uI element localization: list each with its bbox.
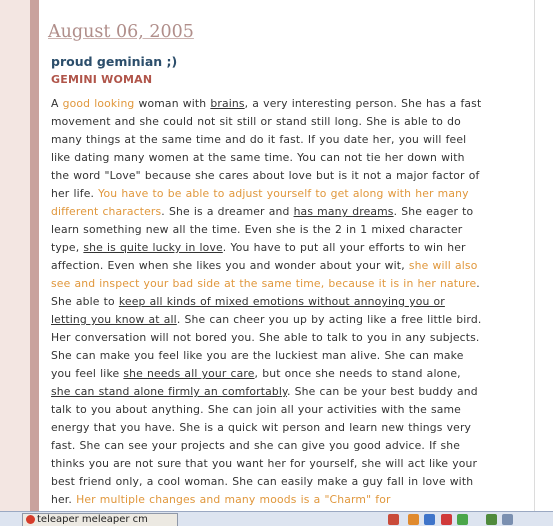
- body-text-segment: . You have to put all your efforts to win her affection. Even when she likes you and wonder about your wit,: [51, 241, 466, 272]
- highlighted-phrase: good looking: [62, 97, 135, 110]
- highlighted-phrase: Her multiple changes and many moods is a "Charm" for: [76, 493, 391, 506]
- tray-firefox-icon[interactable]: [408, 514, 419, 525]
- body-text-segment: , a very interesting person. She has a fast movement and she could not sit still or stand still long. She is able to do many things at the same time and do it fast. If you date her, you will feel like dating many women at the same time. You can not tie her down with the word "Love" because she cares about love but is it not a major factor of her life.: [51, 97, 482, 200]
- highlighted-phrase: she will also see and inspect your bad side at the same time, because it is in her nature: [51, 259, 478, 290]
- taskbar-window-label: teleaper meleaper cm: [37, 514, 148, 525]
- underlined-phrase: brains: [210, 97, 245, 110]
- tray-opera-icon[interactable]: [441, 514, 452, 525]
- tray-volume-icon[interactable]: [502, 514, 513, 525]
- opera-browser-icon: [26, 515, 35, 524]
- underlined-phrase: has many dreams: [293, 205, 394, 218]
- page-left-border: [30, 0, 39, 512]
- underlined-phrase: keep all kinds of mixed emotions without annoying you or letting you know at all: [51, 295, 445, 326]
- post-date: August 06, 2005: [48, 22, 194, 42]
- post-body: [51, 95, 483, 509]
- taskbar-window-button[interactable]: [22, 513, 178, 526]
- underlined-phrase: she needs all your care: [123, 367, 255, 380]
- underlined-phrase: she is quite lucky in love: [83, 241, 223, 254]
- body-text-segment: , but once she needs to stand alone,: [254, 367, 461, 380]
- tray-network-icon[interactable]: [486, 514, 497, 525]
- post-subtitle: GEMINI WOMAN: [51, 73, 153, 86]
- taskbar: [0, 511, 553, 526]
- body-text-segment: . She can cheer you up by acting like a free little bird. Her conversation will not bored you. She able to talk to you in any subjects. She can make you feel like you are the luckiest man alive. She can make you feel like: [51, 313, 482, 380]
- underlined-phrase: she can stand alone firmly an comfortably: [51, 385, 287, 398]
- body-text-segment: . She is a dreamer and: [161, 205, 294, 218]
- page-left-margin: [0, 0, 30, 512]
- tray-check-icon[interactable]: [457, 514, 468, 525]
- tray-app-icon[interactable]: [388, 514, 399, 525]
- page-right-edge: [534, 0, 535, 512]
- body-text-segment: . She able to: [51, 277, 480, 308]
- tray-globe-icon[interactable]: [424, 514, 435, 525]
- body-text-segment: . She can be your best buddy and talk to you about anything. She can join all your activities with the same energy that you have. She is a quick wit person and learn new things very fast. She can see your projects and she can give you good advice. If she thinks you are not sure that you want her for yourself, she will act like your best friend only, a cool woman. She can easily make a guy fall in love with her.: [51, 385, 478, 506]
- body-text-segment: A: [51, 97, 63, 110]
- body-text-segment: . She eager to learn something new all the time. Even she is the 2 in 1 mixed character type,: [51, 205, 474, 254]
- body-text-segment: woman with: [134, 97, 211, 110]
- post-title[interactable]: proud geminian ;): [51, 54, 178, 69]
- highlighted-phrase: You have to be able to adjust yourself to get along with her many different characters: [51, 187, 469, 218]
